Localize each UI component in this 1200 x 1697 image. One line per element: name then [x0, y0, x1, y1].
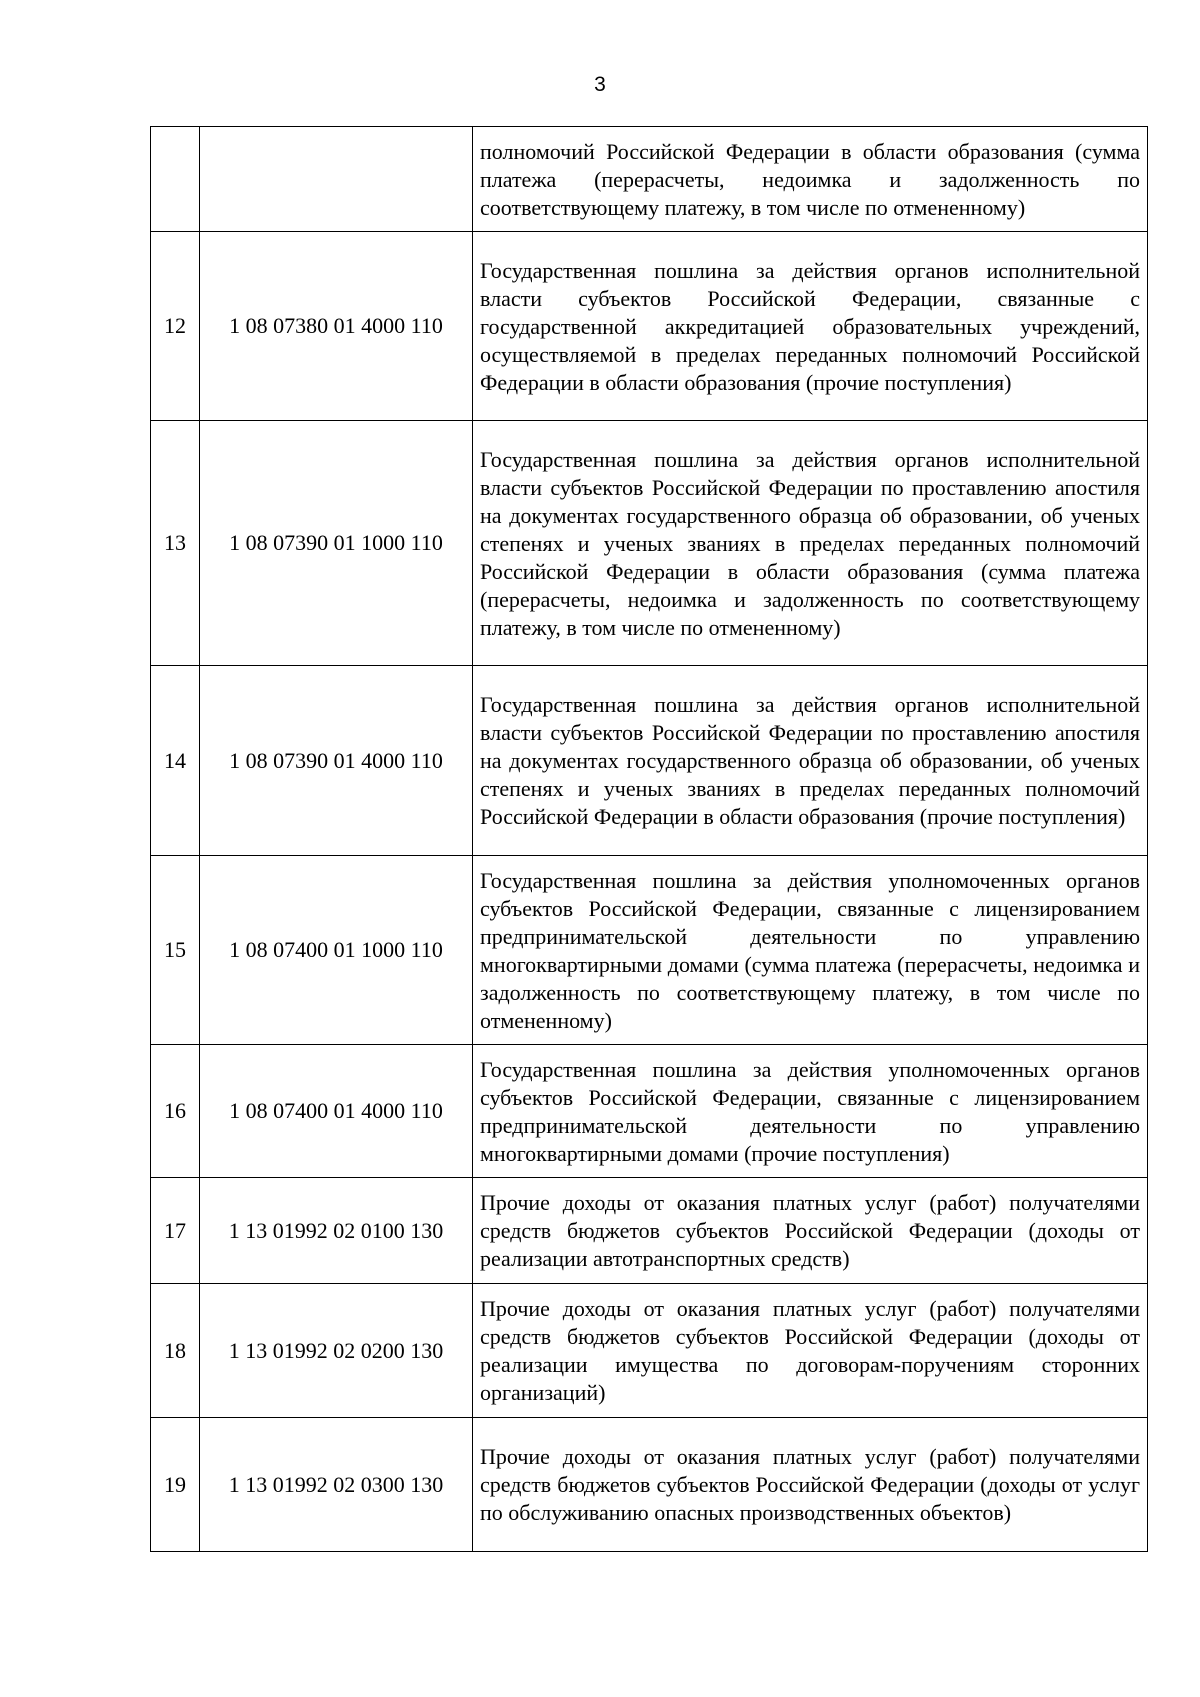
description-cell: Государственная пошлина за действия органов исполнительной власти субъектов Российской Федерации по проставлению апостиля на документах государственного образца об образовании, об ученых степенях и ученых званиях в пределах переданных полномочий Российской Федерации в области образования (прочие поступления): [473, 666, 1148, 856]
row-number-cell: 16: [151, 1045, 200, 1178]
description-cell: полномочий Российской Федерации в области образования (сумма платежа (перерасчеты, недоимка и задолженность по соответствующему платежу, в том числе по отмененному): [473, 127, 1148, 232]
description-cell: Государственная пошлина за действия органов исполнительной власти субъектов Российской Федерации, связанные с государственной аккредитацией образовательных учреждений, осуществляемой в пределах переданных полномочий Российской Федерации в области образования (прочие поступления): [473, 232, 1148, 421]
description-cell: Государственная пошлина за действия уполномоченных органов субъектов Российской Федерации, связанные с лицензированием предпринимательской деятельности по управлению многоквартирными домами (прочие поступления): [473, 1045, 1148, 1178]
budget-code-cell: 1 08 07380 01 4000 110: [200, 232, 473, 421]
table-row: [151, 856, 1148, 1045]
row-number-cell: 19: [151, 1418, 200, 1552]
description-cell: Государственная пошлина за действия уполномоченных органов субъектов Российской Федерации, связанные с лицензированием предпринимательской деятельности по управлению многоквартирными домами (сумма платежа (перерасчеты, недоимка и задолженность по соответствующему платежу, в том числе по отмененному): [473, 856, 1148, 1045]
row-number-cell: 13: [151, 421, 200, 666]
row-number-cell: [151, 127, 200, 232]
description-cell: Прочие доходы от оказания платных услуг (работ) получателями средств бюджетов субъектов Российской Федерации (доходы от услуг по обслуживанию опасных производственных объектов): [473, 1418, 1148, 1552]
row-number-cell: 12: [151, 232, 200, 421]
budget-code-cell: 1 08 07390 01 1000 110: [200, 421, 473, 666]
table-row: [151, 1178, 1148, 1284]
description-cell: Прочие доходы от оказания платных услуг (работ) получателями средств бюджетов субъектов Российской Федерации (доходы от реализации автотранспортных средств): [473, 1178, 1148, 1284]
row-number-cell: 18: [151, 1284, 200, 1418]
table-row: [151, 232, 1148, 421]
table-row: [151, 421, 1148, 666]
table-row: [151, 1418, 1148, 1552]
row-number-cell: 17: [151, 1178, 200, 1284]
budget-code-cell: 1 13 01992 02 0300 130: [200, 1418, 473, 1552]
table-row: [151, 127, 1148, 232]
budget-code-cell: 1 08 07400 01 4000 110: [200, 1045, 473, 1178]
budget-code-cell: 1 08 07390 01 4000 110: [200, 666, 473, 856]
budget-code-cell: 1 13 01992 02 0200 130: [200, 1284, 473, 1418]
description-cell: Государственная пошлина за действия органов исполнительной власти субъектов Российской Федерации по проставлению апостиля на документах государственного образца об образовании, об ученых степенях и ученых званиях в пределах переданных полномочий Российской Федерации в области образования (сумма платежа (перерасчеты, недоимка и задолженность по соответствующему платежу, в том числе по отмененному): [473, 421, 1148, 666]
row-number-cell: 15: [151, 856, 200, 1045]
budget-code-cell: 1 13 01992 02 0100 130: [200, 1178, 473, 1284]
page-number: 3: [594, 73, 606, 96]
budget-code-cell: 1 08 07400 01 1000 110: [200, 856, 473, 1045]
table-row: [151, 1045, 1148, 1178]
budget-codes-table: [150, 126, 1148, 1552]
table-row: [151, 666, 1148, 856]
table-row: [151, 1284, 1148, 1418]
description-cell: Прочие доходы от оказания платных услуг (работ) получателями средств бюджетов субъектов Российской Федерации (доходы от реализации имущества по договорам-поручениям сторонних организаций): [473, 1284, 1148, 1418]
row-number-cell: 14: [151, 666, 200, 856]
budget-code-cell: [200, 127, 473, 232]
